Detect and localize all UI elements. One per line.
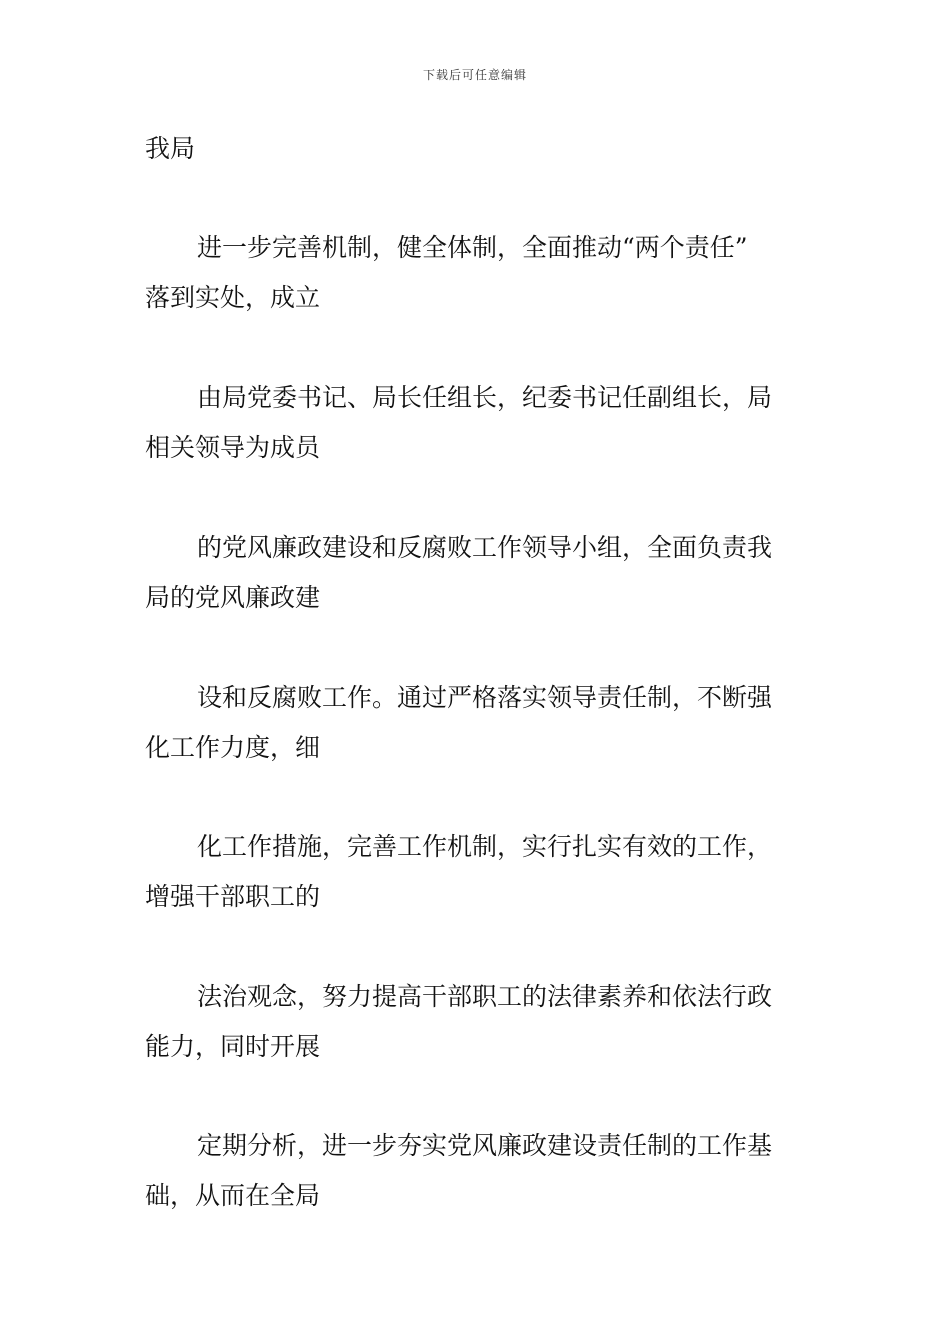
opening-line: 我局 bbox=[145, 134, 196, 163]
paragraph-line: 法治观念，努力提高干部职工的法律素养和依法行政 bbox=[197, 982, 773, 1011]
paragraph-line: 化工作措施，完善工作机制，实行扎实有效的工作， bbox=[197, 832, 773, 861]
paragraph-line: 局的党风廉政建 bbox=[145, 583, 321, 612]
paragraph-4 bbox=[145, 673, 810, 773]
paragraph-line: 定期分析，进一步夯实党风廉政建设责任制的工作基 bbox=[197, 1131, 773, 1160]
paragraph-line: 进一步完善机制，健全体制，全面推动“两个责任” bbox=[197, 233, 748, 262]
paragraph-2 bbox=[145, 373, 810, 473]
paragraph-line: 化工作力度，细 bbox=[145, 733, 321, 762]
page-header: 下载后可任意编辑 bbox=[422, 68, 527, 82]
paragraph-line: 础，从而在全局 bbox=[145, 1181, 321, 1210]
paragraph-line: 由局党委书记、局长任组长，纪委书记任副组长，局 bbox=[197, 383, 773, 412]
paragraph-3 bbox=[145, 523, 810, 623]
paragraph-1 bbox=[145, 223, 810, 323]
paragraph-line: 设和反腐败工作。通过严格落实领导责任制，不断强 bbox=[197, 683, 773, 712]
paragraph-6 bbox=[145, 972, 810, 1072]
paragraph-line: 能力，同时开展 bbox=[145, 1032, 321, 1061]
paragraph-line: 相关领导为成员 bbox=[145, 433, 321, 462]
paragraph-line: 增强干部职工的 bbox=[145, 882, 321, 911]
paragraph-line: 落到实处，成立 bbox=[145, 283, 321, 312]
paragraph-line: 的党风廉政建设和反腐败工作领导小组，全面负责我 bbox=[197, 533, 773, 562]
paragraph-5 bbox=[145, 822, 810, 922]
paragraph-7 bbox=[145, 1121, 810, 1221]
